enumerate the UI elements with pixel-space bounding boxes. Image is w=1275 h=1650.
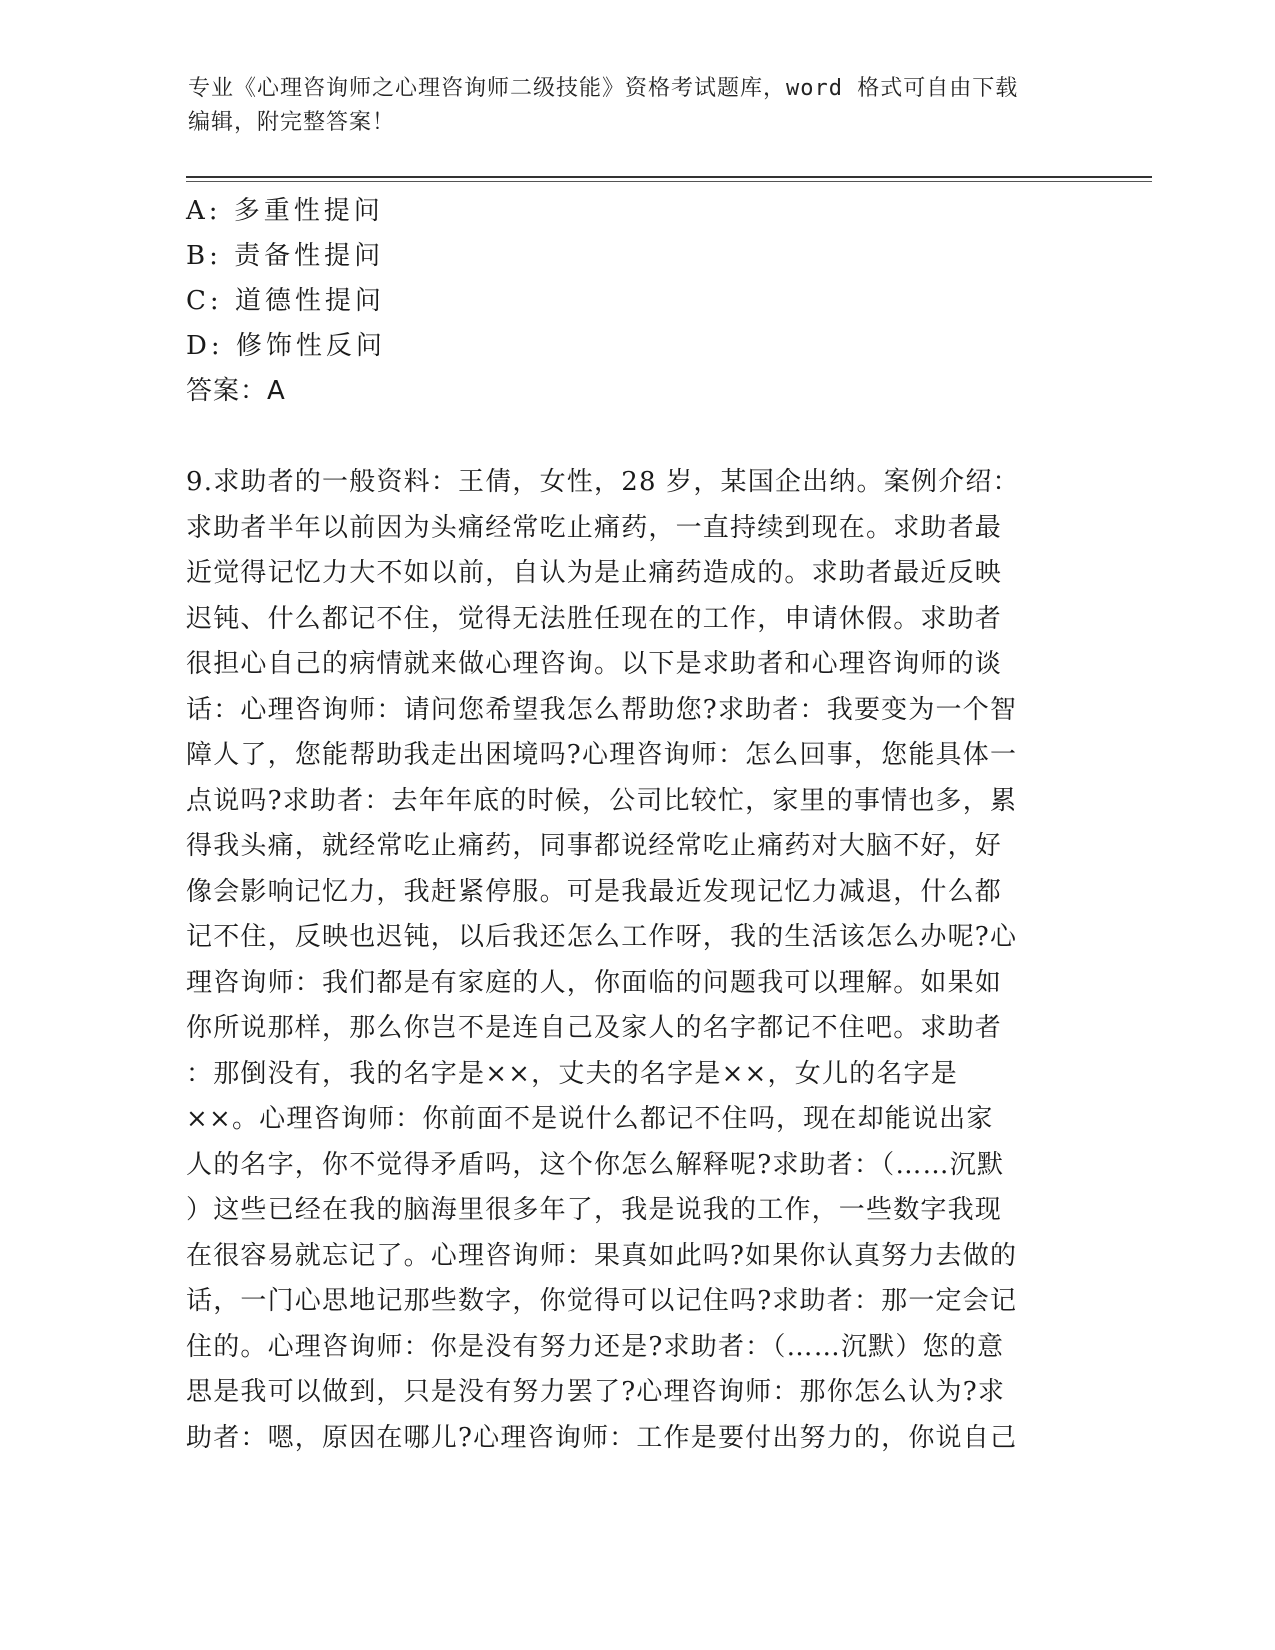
question-line: 得我头痛，就经常吃止痛药，同事都说经常吃止痛药对大脑不好，好 xyxy=(186,831,1003,861)
option-b: B: 责备性提问 xyxy=(186,241,385,271)
question-line: 点说吗?求助者：去年年底的时候，公司比较忙，家里的事情也多，累 xyxy=(186,785,1018,816)
document-header xyxy=(188,72,1068,140)
header-line: 专业《心理咨询师之心理咨询师二级技能》资格考试题库，word 格式可自由下载 xyxy=(188,76,1019,101)
question-line: 9.求助者的一般资料：王倩，女性，28 岁，某国企出纳。案例介绍： xyxy=(186,467,1020,497)
question-line: 很担心自己的病情就来做心理咨询。以下是求助者和心理咨询师的谈 xyxy=(186,649,1003,679)
question-line: 助者：嗯，原因在哪儿?心理咨询师：工作是要付出努力的，你说自己 xyxy=(186,1422,1018,1453)
question-line: ：那倒没有，我的名字是××，丈夫的名字是××，女儿的名字是 xyxy=(186,1058,958,1089)
option-c: C: 道德性提问 xyxy=(186,286,385,316)
question-9 xyxy=(186,460,1076,1461)
question-line: 近觉得记忆力大不如以前，自认为是止痛药造成的。求助者最近反映 xyxy=(186,558,1003,588)
question-line: 像会影响记忆力，我赶紧停服。可是我最近发现记忆力减退，什么都 xyxy=(186,876,1003,907)
question-line: 理咨询师：我们都是有家庭的人，你面临的问题我可以理解。如果如 xyxy=(186,967,1003,998)
question-line: 记不住，反映也迟钝，以后我还怎么工作呀，我的生活该怎么办呢?心 xyxy=(186,922,1018,952)
question-line: ××。心理咨询师：你前面不是说什么都记不住吗，现在却能说出家 xyxy=(186,1104,994,1134)
question-line: 人的名字，你不觉得矛盾吗，这个你怎么解释呢?求助者：（……沉默 xyxy=(186,1149,1005,1180)
question-line: 住的。心理咨询师：你是没有努力还是?求助者：（……沉默）您的意 xyxy=(186,1331,1005,1362)
header-divider-thick xyxy=(186,176,1152,178)
option-d: D: 修饰性反问 xyxy=(186,331,386,361)
question-line: 话：心理咨询师：请问您希望我怎么帮助您?求助者：我要变为一个智 xyxy=(186,694,1018,725)
question-line: 迟钝、什么都记不住，觉得无法胜任现在的工作，申请休假。求助者 xyxy=(186,603,1003,634)
question-line: 求助者半年以前因为头痛经常吃止痛药，一直持续到现在。求助者最 xyxy=(186,512,1003,543)
answer-options xyxy=(186,189,386,369)
question-line: 你所说那样，那么你岂不是连自己及家人的名字都记不住吧。求助者 xyxy=(186,1013,1003,1043)
question-line: 话，一门心思地记那些数字，你觉得可以记住吗?求助者：那一定会记 xyxy=(186,1286,1018,1316)
answer-label: 答案：A xyxy=(186,376,286,406)
header-divider-thin xyxy=(186,181,1152,182)
question-line: ）这些已经在我的脑海里很多年了，我是说我的工作，一些数字我现 xyxy=(186,1195,1003,1225)
question-line: 在很容易就忘记了。心理咨询师：果真如此吗?如果你认真努力去做的 xyxy=(186,1240,1018,1271)
header-line: 编辑，附完整答案！ xyxy=(188,110,396,135)
option-a: A: 多重性提问 xyxy=(186,196,384,226)
question-line: 障人了，您能帮助我走出困境吗?心理咨询师：怎么回事，您能具体一 xyxy=(186,740,1018,770)
question-line: 思是我可以做到，只是没有努力罢了?心理咨询师：那你怎么认为?求 xyxy=(186,1377,1006,1407)
